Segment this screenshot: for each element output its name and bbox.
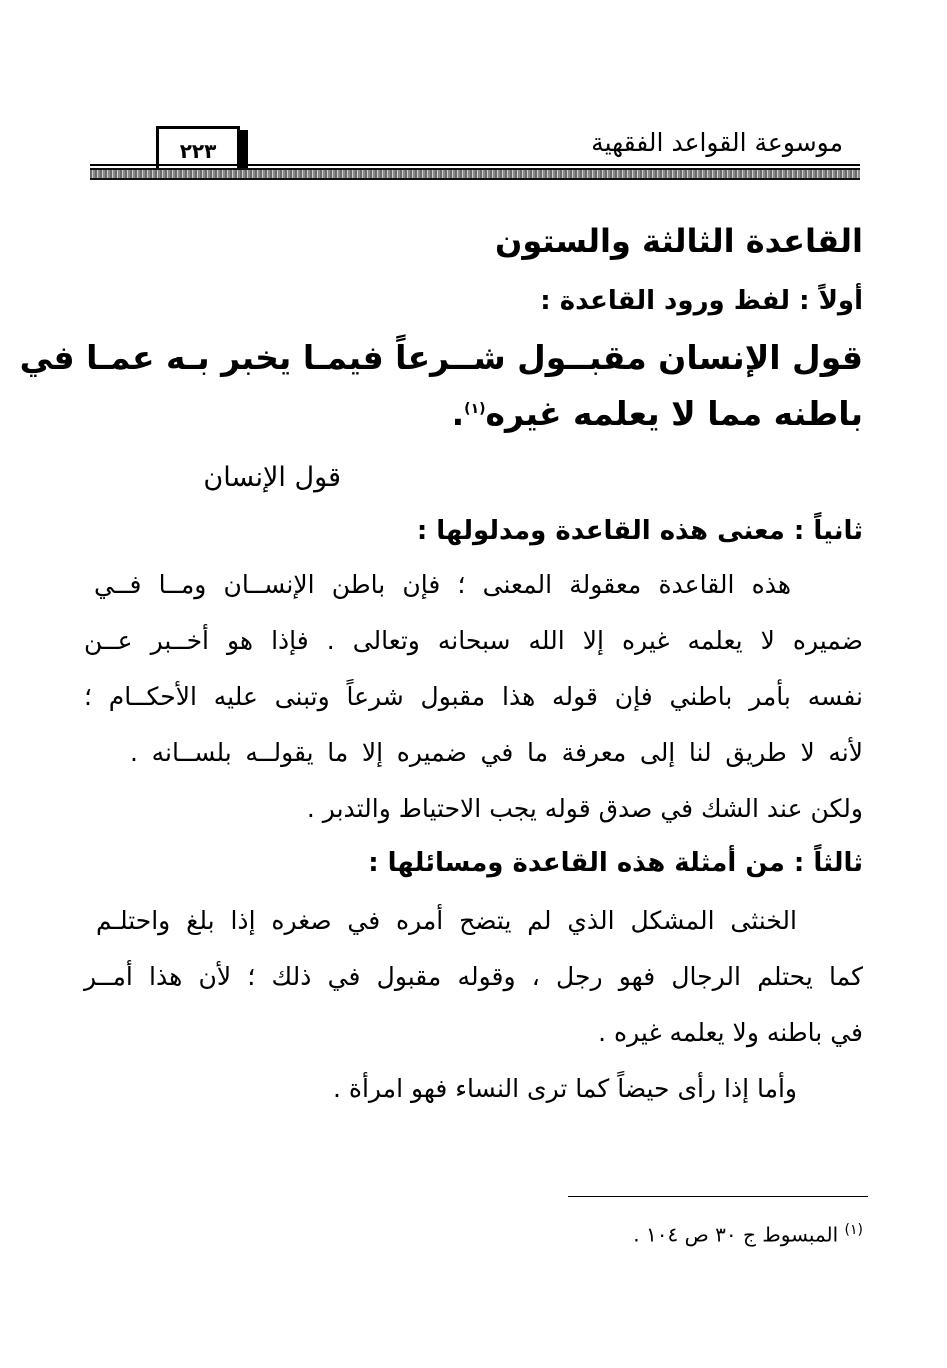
header-rule <box>90 168 860 180</box>
section2-line: نفسه بأمر باطني فإن قوله هذا مقبول شرعاً وتبنى عليه الأحكــام ؛ <box>84 682 863 711</box>
section2-line: ضميره لا يعلمه غيره إلا الله سبحانه وتعالى . فإذا هو أخــبر عــن <box>84 626 863 655</box>
section1-label: أولاً : لفظ ورود القاعدة : <box>540 286 863 316</box>
rule-text-end: . <box>451 394 465 433</box>
footnote-text: المبسوط ج ٣٠ ص ١٠٤ . <box>633 1222 839 1247</box>
section3-line: الخنثى المشكل الذي لم يتضح أمره في صغره إذا بلغ واحتلـم <box>96 906 797 935</box>
rule-text-line2-container <box>452 394 863 433</box>
variant-phrase: قول الإنسان <box>203 462 341 493</box>
rule-text-line2: باطنه مما لا يعلمه غيره <box>485 394 863 433</box>
section2-line: ولكن عند الشك في صدق قوله يجب الاحتياط والتدبر . <box>306 794 863 823</box>
rule-heading: القاعدة الثالثة والستون <box>495 222 863 260</box>
section2-label: ثانياً : معنى هذه القاعدة ومدلولها : <box>416 516 863 546</box>
section3-line: في باطنه ولا يعلمه غيره . <box>598 1018 863 1047</box>
section3-line: وأما إذا رأى حيضاً كما ترى النساء فهو امرأة . <box>332 1074 797 1103</box>
section3-line: كما يحتلم الرجال فهو رجل ، وقوله مقبول في ذلك ؛ لأن هذا أمــر <box>84 962 863 991</box>
section3-label: ثالثاً : من أمثلة هذه القاعدة ومسائلها : <box>368 848 863 878</box>
book-title: موسوعة القواعد الفقهية <box>591 128 843 157</box>
footnote <box>633 1222 863 1247</box>
page-number: ٢٢٣ <box>156 126 240 172</box>
rule-text-line1: قول الإنسان مقبــول شــرعاً فيمـا يخبر بـه عمـا في <box>19 338 863 377</box>
footnote-separator <box>568 1196 868 1197</box>
section2-line: هذه القاعدة معقولة المعنى ؛ فإن باطن الإنســان ومــا فــي <box>94 570 791 599</box>
section2-line: لأنه لا طريق لنا إلى معرفة ما في ضميره إلا ما يقولــه بلســانه . <box>130 738 863 767</box>
rule-footnote-marker[interactable]: (١) <box>464 401 486 417</box>
header-rule-top <box>90 164 860 166</box>
footnote-marker: (١) <box>844 1222 863 1238</box>
